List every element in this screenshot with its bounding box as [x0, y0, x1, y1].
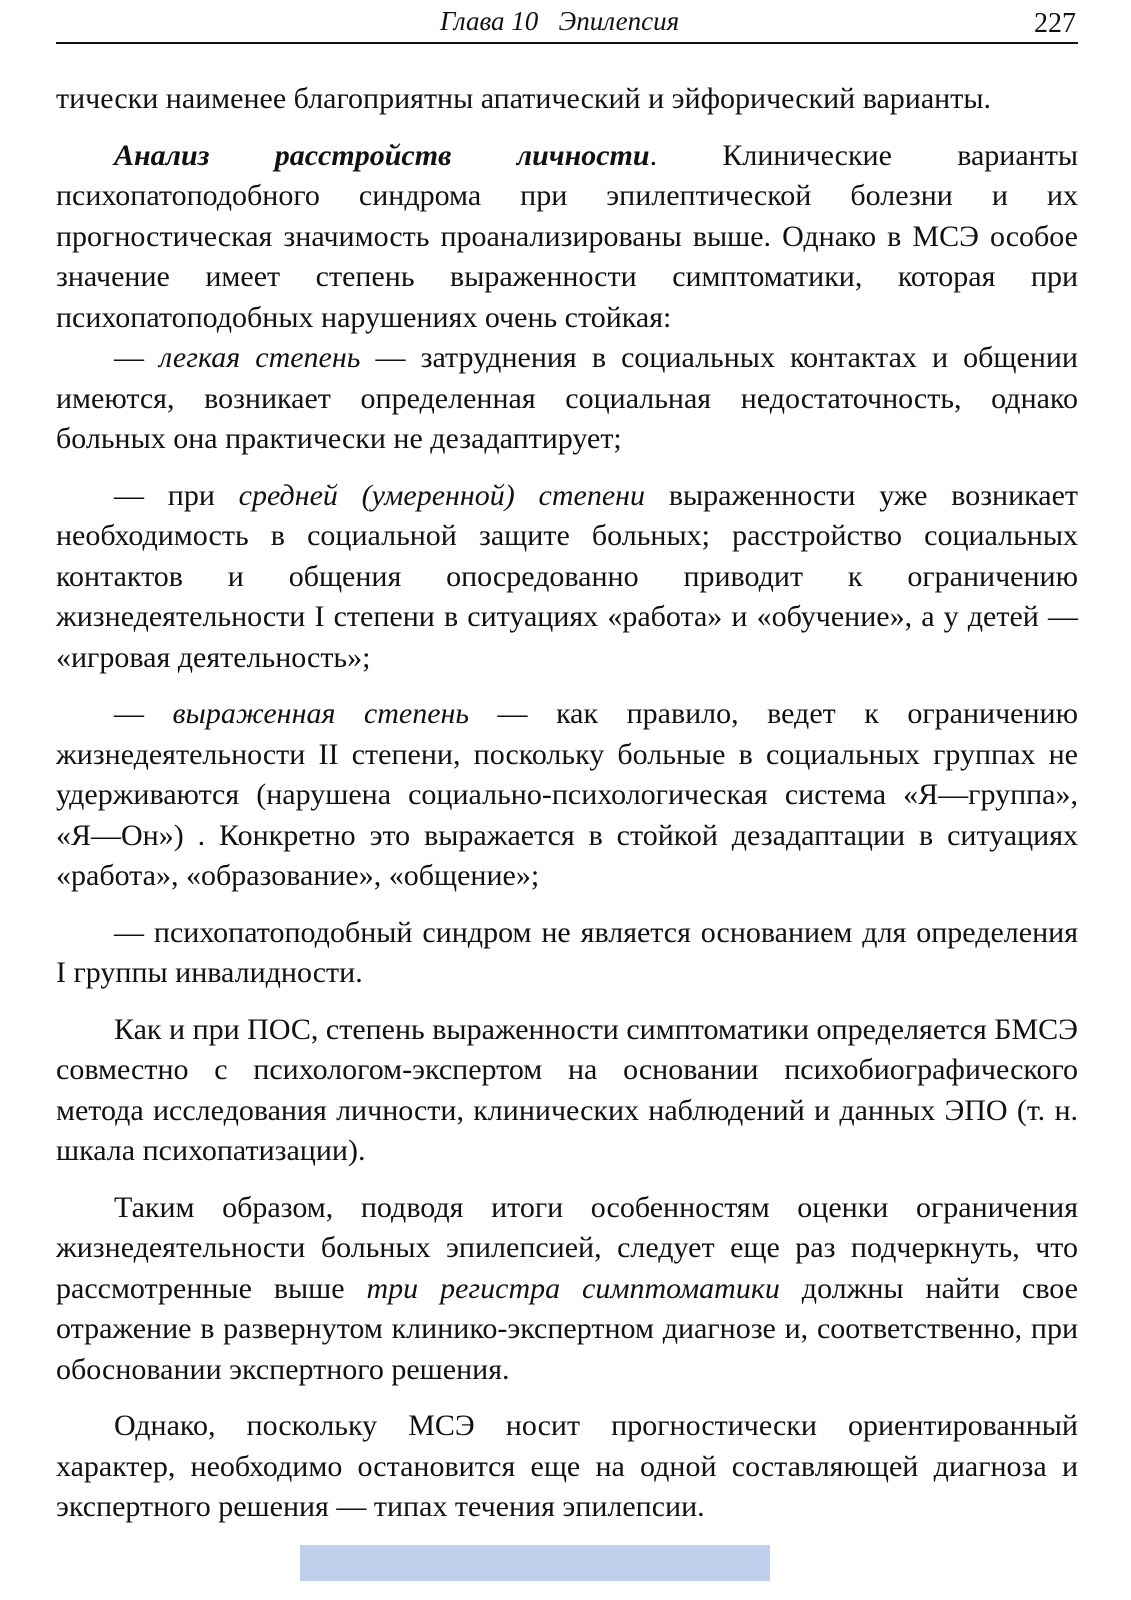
italic-term: средней (умеренной) степени: [238, 478, 646, 512]
paragraph-pos: Как и при ПОС, степень выраженности симптоматики определяется БМСЭ совместно с психологом-экспертом на основании психобиографического метода исследования личности, клинических наблюдений и данных ЭПО (т. н. шкала психопатизации).: [56, 1012, 1078, 1167]
italic-term: выраженная степень: [172, 697, 470, 730]
list-item-mild: — легкая степень — затруднения в социальных контактах и общении имеются, возникает определенная социальная недостаточность, однако больных она практически не дезадаптирует;: [56, 341, 1078, 455]
italic-term: три регистра симптоматики: [366, 1271, 780, 1305]
page-number: 227: [1034, 8, 1076, 39]
paragraph-personality-analysis: Анализ расстройств личности. Клинические варианты психопатоподобного синдрома при эпилептической болезни и их прогностическая значимость проанализированы выше. Однако в МСЭ особое значение имеет степень выраженности симптоматики, которая при психопатоподобных нарушениях очень стойкая:: [56, 138, 1078, 334]
paragraph-summary: Таким образом, подводя итоги особенностям оценки ограничения жизнедеятельности больных эпилепсией, следует еще раз подчеркнуть, что рассмотренные выше три регистра симптоматики должны найти свое отражение в развернутом клинико-экспертном диагнозе и, соответственно, при обосновании экспертного решения.: [56, 1190, 1078, 1386]
book-page: [56, 0, 1078, 1600]
running-header: [56, 4, 1078, 44]
paragraph-course-types: Однако, поскольку МСЭ носит прогностически ориентированный характер, необходимо остановится еще на одной составляющей диагноза и экспертного решения — типах течения эпилепсии.: [56, 1409, 1078, 1523]
runin-heading: Анализ расстройств личности: [114, 138, 650, 172]
paragraph-continuation: тически наименее благоприятны апатический и эйфорический варианты.: [56, 82, 991, 115]
page-body: [56, 79, 1078, 1528]
list-item-severe: — выраженная степень — как правило, ведет к ограничению жизнедеятельности II степени, поскольку больные в социальных группах не удерживаются (нарушена социально-психологическая система «Я—группа», «Я—Он») . Конкретно это выражается в стойкой дезадаптации в ситуациях «работа», «образование», «общение»;: [56, 697, 1078, 892]
watermark-overlay: [300, 1545, 770, 1581]
italic-term: легкая степень: [159, 341, 361, 374]
running-title: Глава 10 Эпилепсия: [440, 6, 680, 36]
list-item-moderate: — при средней (умеренной) степени выраженности уже возникает необходимость в социальной защите больных; расстройство социальных контактов и общения опосредованно приводит к ограничению жизнедеятельности I степени в ситуациях «работа» и «обучение», а у детей — «игровая деятельность»;: [56, 478, 1079, 674]
list-item-note: — психопатоподобный синдром не является основанием для определения I группы инвалидности.: [56, 915, 1078, 989]
